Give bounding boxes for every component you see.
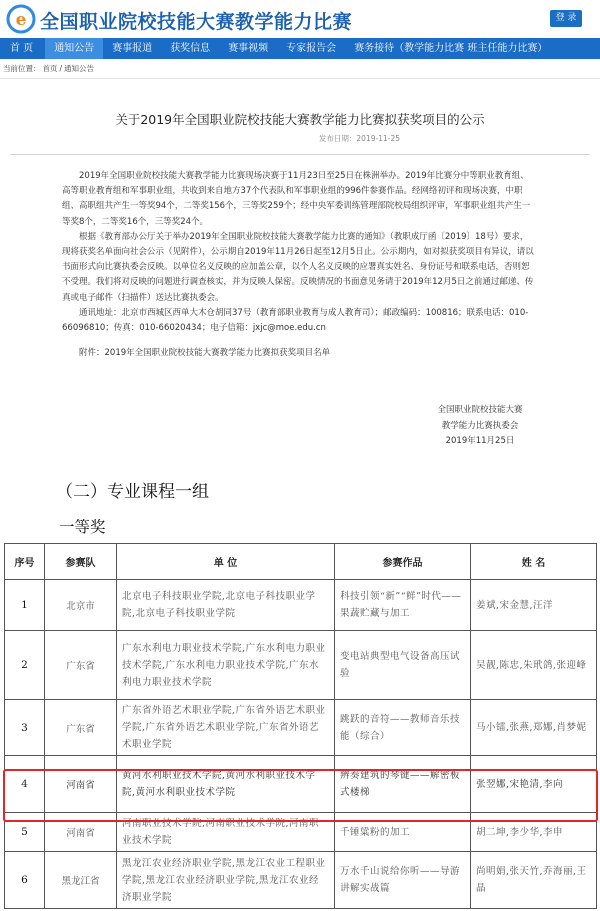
table-row <box>5 631 597 700</box>
cell-names: 吴靓,陈忠,朱玳鸽,张迎峰 <box>471 631 597 700</box>
cell-no: 2 <box>5 631 45 700</box>
nav-item-videos[interactable]: 赛事视频 <box>228 43 269 54</box>
breadcrumb <box>0 59 600 79</box>
award-level-title: 一等奖 <box>59 518 106 536</box>
site-header <box>0 0 600 38</box>
nav-item-awards[interactable]: 获奖信息 <box>170 43 211 54</box>
cell-names: 尚明娟,张天竹,乔海丽,王晶 <box>471 852 597 909</box>
publish-date: 发布日期：2019-11-25 <box>318 134 400 143</box>
cell-work: 跳跃的音符——教师音乐技能（综合） <box>335 700 471 756</box>
table-header-row <box>5 544 597 580</box>
nav-item-home[interactable]: 首 页 <box>10 43 34 54</box>
cell-names: 姜斌,宋金慧,汪洋 <box>471 580 597 631</box>
cell-team: 河南省 <box>45 756 117 813</box>
column-header-team: 参赛队 <box>45 544 117 580</box>
cell-work: 辨奏建筑的琴键——解密板式楼梯 <box>335 756 471 813</box>
column-header-work: 参赛作品 <box>335 544 471 580</box>
table-row <box>5 700 597 756</box>
signature-org-line2: 教学能力比赛执委会 <box>441 420 519 431</box>
main-nav <box>0 38 600 59</box>
cell-names: 胡二坤,李少华,李申 <box>471 813 597 852</box>
signature-block <box>420 403 540 450</box>
section-title: （二）专业课程一组 <box>56 482 209 502</box>
logo-icon[interactable] <box>6 4 36 34</box>
article-paragraph: 通讯地址：北京市西城区西单大木仓胡同37号（教育部职业教育与成人教育司）；邮政编码：100816；联系电话：010-66096810；传真：010-66020434；电子信箱：jxjc@moe.edu.cn <box>62 307 529 334</box>
cell-unit: 北京电子科技职业学院,北京电子科技职业学院,北京电子科技职业学院 <box>117 580 335 631</box>
cell-no: 6 <box>5 852 45 909</box>
column-header-names: 姓 名 <box>471 544 597 580</box>
cell-team: 北京市 <box>45 580 117 631</box>
article-paragraph: 根据《教育部办公厅关于举办2019年全国职业院校技能大赛教学能力比赛的通知》（教职成厅函〔2019〕18号）要求，现将获奖名单面向社会公示（见附件），公示期自2019年11月26日起至12月5日止。公示期内，如对拟获奖项目有异议，请以书面形式向比赛执委会反映。以单位名义反映的应加盖公章，以个人名义反映的应署真实姓名、身份证号和联系电话，否则恕不受理。我们将对反映的问题进行调查核实，并为反映人保密。反映情况的书面意见务请于2019年12月5日之前通过邮递、传真或电子邮件（扫描件）送达比赛执委会。 <box>62 231 534 303</box>
nav-item-reception[interactable]: 赛务接待（教学能力比赛 班主任能力比赛） <box>354 43 548 54</box>
breadcrumb-prefix: 当前位置： <box>3 64 41 73</box>
column-header-no: 序号 <box>5 544 45 580</box>
article-body <box>0 169 600 336</box>
signature-org-line1: 全国职业院校技能大赛 <box>437 405 523 415</box>
cell-no: 1 <box>5 580 45 631</box>
cell-unit: 黑龙江农业经济职业学院,黑龙江农业工程职业学院,黑龙江农业经济职业学院,黑龙江农业经济职业学院 <box>117 852 335 909</box>
page-title: 关于2019年全国职业院校技能大赛教学能力比赛拟获奖项目的公示 <box>115 112 485 127</box>
table-row <box>5 852 597 909</box>
cell-work: 千锤粱粉的加工 <box>335 813 471 852</box>
login-button[interactable]: 登 录 <box>550 10 582 27</box>
breadcrumb-home-link[interactable]: 首页 <box>42 64 58 73</box>
nav-item-news[interactable]: 赛事报道 <box>112 43 153 54</box>
cell-team: 河南省 <box>45 813 117 852</box>
cell-work: 万水千山说给你听——导游讲解实战篇 <box>335 852 471 909</box>
cell-unit: 黄河水利职业技术学院,黄河水利职业技术学院,黄河水利职业技术学院 <box>117 756 335 813</box>
attachment-link[interactable]: 附件：2019年全国职业院校技能大赛教学能力比赛拟获奖项目名单 <box>79 348 331 359</box>
breadcrumb-current[interactable]: 通知公告 <box>64 64 95 73</box>
breadcrumb-separator: / <box>59 64 63 73</box>
table-row-highlighted <box>5 756 597 813</box>
cell-unit: 河南职业技术学院,河南职业技术学院,河南职业技术学院 <box>117 813 335 852</box>
signature-date: 2019年11月25日 <box>445 436 515 447</box>
nav-item-expert-reports[interactable]: 专家报告会 <box>286 43 337 54</box>
table-row <box>5 580 597 631</box>
cell-no: 3 <box>5 700 45 756</box>
article-paragraph: 2019年全国职业院校技能大赛教学能力比赛现场决赛于11月23日至25日在株洲举办。2019年比赛分中等职业教育组、高等职业教育组和军事职业组，共收到来自地方37个代表队和军事职业组的996件参赛作品。经网络初评和现场决赛，中职组、高职组共产生一等奖94个，二等奖156个，三等奖259个；经中央军委训练管理部院校局组织评审，军事职业组共产生一等奖8个，二等奖16个，三等奖24个。 <box>62 171 531 227</box>
cell-unit: 广东水利电力职业技术学院,广东水利电力职业技术学院,广东水利电力职业技术学院,广东水利电力职业技术学院 <box>117 631 335 700</box>
nav-item-notices[interactable]: 通知公告 <box>45 38 103 59</box>
svg-text:e: e <box>15 10 27 30</box>
cell-work: 变电站典型电气设备高压试验 <box>335 631 471 700</box>
column-header-unit: 单 位 <box>117 544 335 580</box>
cell-names: 马小镭,张燕,郑娜,肖梦妮 <box>471 700 597 756</box>
cell-team: 黑龙江省 <box>45 852 117 909</box>
cell-team: 广东省 <box>45 700 117 756</box>
award-table <box>4 543 597 909</box>
cell-names: 张翌娜,宋艳清,李向 <box>471 756 597 813</box>
table-row <box>5 813 597 852</box>
cell-team: 广东省 <box>45 631 117 700</box>
cell-no: 4 <box>5 756 45 813</box>
cell-no: 5 <box>5 813 45 852</box>
cell-work: 科技引领“新”“鲜”时代——果蔬贮藏与加工 <box>335 580 471 631</box>
divider <box>10 154 590 155</box>
site-title: 全国职业院校技能大赛教学能力比赛 <box>40 11 353 33</box>
cell-unit: 广东省外语艺术职业学院,广东省外语艺术职业学院,广东省外语艺术职业学院,广东省外语艺术职业学院 <box>117 700 335 756</box>
